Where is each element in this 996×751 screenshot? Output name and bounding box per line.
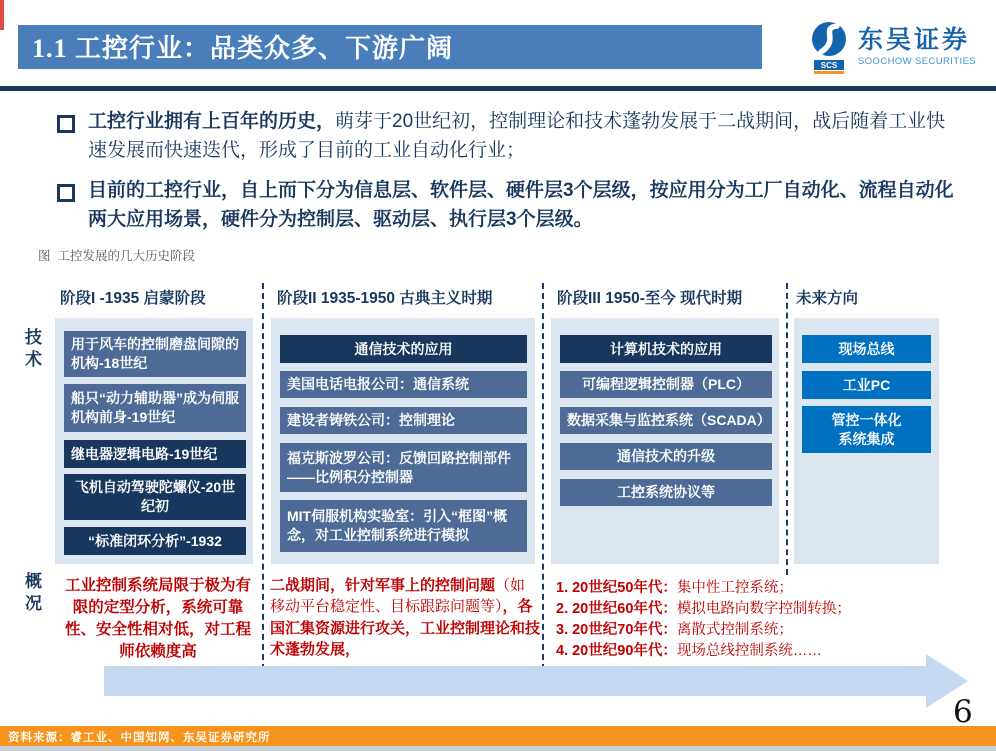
source-note: 资料来源：睿工业、中国知网、东吴证券研究所	[8, 732, 271, 744]
soochow-logo	[806, 18, 992, 76]
overview-item-label: 4. 20世纪90年代：	[556, 643, 677, 660]
red-accent-mark	[0, 0, 4, 30]
row-label-overview: 概况	[25, 572, 42, 614]
tech-box: 船只“动力辅助器”成为伺服机构前身-19世纪	[64, 384, 246, 432]
future-box: 现场总线	[802, 335, 931, 363]
bullet-text-2	[88, 177, 962, 234]
page-title: 1.1 工控行业：品类众多、下游广阔	[32, 34, 454, 63]
bottom-edge-strip	[0, 746, 996, 751]
timeline-arrow-body	[104, 666, 926, 696]
tech-box: MIT伺服机构实验室：引入“框图”概念，对工业控制系统进行模拟	[280, 500, 527, 552]
square-bullet-icon	[57, 184, 75, 202]
bullet-item-1	[57, 108, 962, 165]
logo-text	[858, 27, 976, 68]
overview-item-text: 集中性工控系统；	[676, 580, 793, 596]
stage1-overview: 工业控制系统局限于极为有限的定型分析，系统可靠性、安全性相对低，对工程师依赖度高	[64, 577, 251, 660]
overview-item-text: 离散式控制系统；	[676, 622, 793, 639]
overview-item-text: 模拟电路向数字控制转换；	[676, 601, 851, 618]
stage3-overview	[556, 578, 891, 662]
tech-box: 用于风车的控制磨盘间隙的机构-18世纪	[64, 331, 246, 377]
stage2-overview-regular: （如移动平台稳定性、目标跟踪问题等）	[270, 577, 526, 616]
tech-box: 通信技术的升级	[560, 443, 772, 470]
future-box-line1: 管控一体化	[831, 411, 902, 428]
tech-box: 美国电话电报公司：通信系统	[280, 371, 527, 398]
tech-box: 数据采集与监控系统（SCADA）	[560, 407, 772, 434]
figure-caption: 图 工控发展的几大历史阶段	[38, 249, 195, 263]
column-divider-1	[262, 283, 264, 670]
tech-box: 福克斯波罗公司：反馈回路控制部件——比例积分控制器	[280, 443, 527, 492]
overview-list-item	[556, 578, 891, 599]
future-box: 工业PC	[802, 371, 931, 399]
tech-box: 工控系统协议等	[560, 479, 772, 506]
stage2-header: 阶段II 1935-1950 古典主义时期	[277, 290, 493, 307]
stage1-header: 阶段I -1935 启蒙阶段	[60, 290, 206, 307]
overview-item-label: 1. 20世纪50年代：	[556, 580, 677, 596]
tech-box: 建设者铸铁公司：控制理论	[280, 407, 527, 434]
overview-item-label: 3. 20世纪70年代：	[556, 622, 677, 639]
overview-item-label: 2. 20世纪60年代：	[556, 601, 677, 618]
stage2-overview-bold2: ，各国汇集资源进行攻关，工业控制理论和技术蓬勃发展，	[270, 598, 541, 658]
overview-list-item	[556, 599, 891, 620]
overview-list-item	[556, 620, 891, 641]
row-label-technology: 技术	[25, 328, 42, 370]
tech-box: 继电器逻辑电路-19世纪	[64, 440, 246, 468]
logo-name-en: SOOCHOW SECURITIES	[858, 56, 977, 68]
column-divider-3	[786, 283, 788, 575]
future-header: 未来方向	[796, 290, 859, 307]
tech-box: 计算机技术的应用	[560, 335, 772, 363]
tech-box: “标准闭环分析”-1932	[64, 527, 246, 555]
overview-list-item	[556, 641, 891, 662]
stage2-overview-bold1: 二战期间，针对军事上的控制问题	[270, 577, 496, 594]
tech-box: 可编程逻辑控制器（PLC）	[560, 371, 772, 398]
tech-box: 飞机自动驾驶陀螺仪-20世纪初	[64, 474, 246, 520]
future-box	[802, 406, 931, 453]
square-bullet-icon	[57, 115, 75, 133]
bullet-item-2	[57, 177, 962, 234]
stage3-header: 阶段III 1950-至今 现代时期	[557, 290, 743, 307]
column-divider-2	[542, 283, 544, 670]
future-box-line2: 系统集成	[838, 430, 895, 447]
logo-abbr: SCS	[820, 61, 838, 70]
stage2-overview	[270, 575, 540, 660]
bullet-1-body: 萌芽于20世纪初，控制理论和技术蓬勃发展于二战期间，战后随着工业快速发展而快速迭代，形成了目前的工业自动化行业；	[88, 111, 946, 161]
soochow-logo-icon	[806, 19, 852, 75]
bullet-2-lead: 目前的工控行业，自上而下分为信息层、软件层、硬件层3个层级，按应用分为工厂自动化、流程自动化两大应用场景，硬件分为控制层、驱动层、执行层3个层级。	[88, 180, 954, 230]
logo-name-cn: 东吴证券	[858, 25, 971, 54]
overview-item-text: 现场总线控制系统……	[676, 643, 822, 660]
tech-box: 通信技术的应用	[280, 335, 527, 363]
page-number: 6	[953, 694, 973, 730]
bullet-1-lead: 工控行业拥有上百年的历史，	[88, 111, 336, 132]
bullet-text-1	[88, 108, 962, 165]
header-divider	[0, 86, 996, 91]
